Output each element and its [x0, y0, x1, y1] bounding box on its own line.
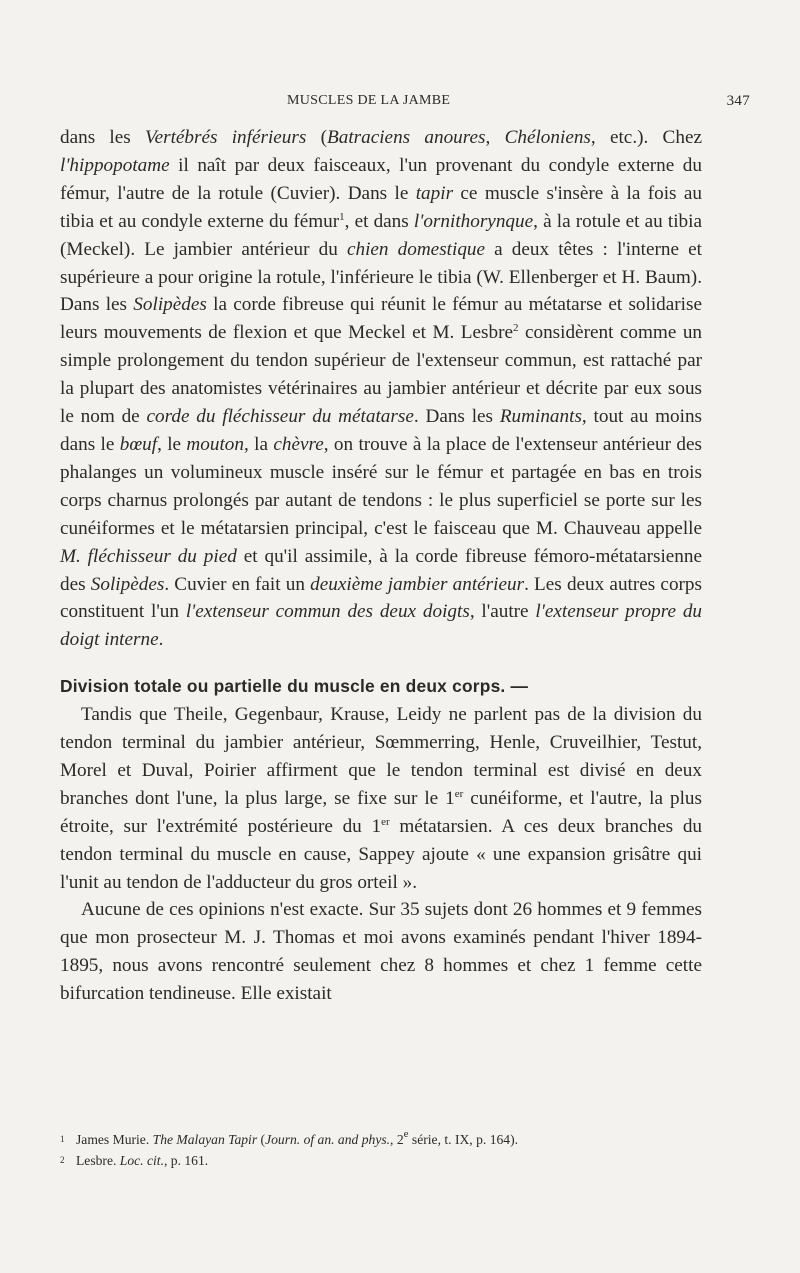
text-run: James Murie.	[76, 1132, 153, 1147]
text-run: série, t. IX, p. 164).	[408, 1132, 519, 1147]
page-number: 347	[726, 93, 750, 109]
italic-run: tapir	[415, 182, 454, 204]
text-run: .	[158, 629, 164, 651]
footnote-1	[60, 1130, 702, 1151]
footnote-mark: 1	[60, 1134, 65, 1144]
italic-run: deuxième jambier antérieur	[310, 573, 525, 595]
italic-run: l'extenseur commun des deux doigts	[185, 601, 470, 623]
text-run: , tout au moins dans le	[60, 406, 703, 455]
italic-run: M. fléchisseur du pied	[60, 545, 237, 567]
italic-run: Ruminants	[499, 406, 582, 428]
text-run: cunéiforme, et l'autre, la plus étroite, sur l'extrémité postérieure du 1	[60, 787, 702, 837]
text-run: , on trouve à la place de l'extenseur antérieur des phalanges un volumineux muscle inséré sur le fémur et partagée en bas en trois corps charnus prolongés par autant de tendons : le plus superficiel se porte sur les cunéiformes et le métatarsien principal, c'est le faisceau que M. Chauveau appelle	[60, 433, 702, 539]
footnote-mark: 2	[60, 1154, 65, 1165]
text-run: , à la rotule et au tibia (Meckel). Le jambier antérieur du	[60, 210, 702, 260]
text-run: (	[257, 1132, 266, 1147]
italic-run: chien domestique	[346, 238, 486, 260]
text-run: Tandis que Theile, Gegenbaur, Krause, Leidy ne parlent pas de la division du tendon terminal du jambier antérieur, Sœmmerring, Henle, Cruveilhier, Testut, Morel et Duval, Poirier affirment que le tendon terminal est divisé en deux branches dont l'une, la plus large, se fixe sur le 1	[60, 704, 702, 809]
italic-run: The Malayan Tapir	[152, 1132, 258, 1147]
paragraph-1	[60, 124, 702, 654]
text-run: . Les deux autres corps constituent l'un	[60, 573, 702, 623]
ordinal-sup: er	[381, 815, 390, 828]
ordinal-sup: e	[403, 1128, 409, 1140]
text-run: Lesbre.	[76, 1152, 120, 1168]
italic-run: l'extenseur propre du doigt interne	[60, 601, 703, 651]
text-run: et qu'il assimile, à la corde fibreuse fémoro-métatarsienne des	[60, 545, 702, 595]
italic-run: bœuf	[119, 433, 158, 455]
text-run: , et dans	[344, 210, 414, 232]
footnote-ref-1: 1	[339, 210, 345, 223]
italic-run: Journ. of an. and phys.	[265, 1132, 391, 1147]
footnote-ref-2: 2	[513, 322, 519, 335]
text-run: il naît par deux faisceaux, l'un provenant du condyle externe du fémur, l'autre de la rotule (Cuvier). Dans le	[60, 154, 702, 204]
text-run: , l'autre	[469, 601, 536, 623]
text-run: , la	[243, 433, 274, 455]
text-run: , etc.). Chez	[590, 127, 702, 148]
text-run: dans les	[60, 127, 145, 148]
text-run: , le	[157, 433, 187, 455]
text-run: considèrent comme un simple prolongement du tendon supérieur de l'extenseur commun, est rattaché par la plupart des anatomistes vétérinaires au jambier antérieur et décrite par eux sous le nom de	[60, 322, 703, 428]
italic-run: chèvre	[273, 433, 324, 455]
footnote-2	[60, 1151, 702, 1172]
paragraph-3: Aucune de ces opinions n'est exacte. Sur 35 sujets dont 26 hommes et 9 femmes que mon prosecteur M. J. Thomas et moi avons examinés pendant l'hiver 1894-1895, nous avons rencontré seulement chez 8 hommes et chez 1 femme cette bifurcation tendineuse. Elle existait	[60, 899, 702, 1005]
italic-run: l'hippopotame	[60, 154, 170, 176]
italic-run: Chéloniens	[504, 127, 591, 148]
italic-run: Loc. cit.	[119, 1152, 164, 1168]
text-run: ,	[485, 127, 505, 148]
paragraph-2	[60, 701, 702, 896]
text-run: , 2	[390, 1132, 404, 1147]
italic-run: Solipèdes	[133, 294, 207, 316]
italic-run: l'ornithorynque	[413, 210, 534, 232]
running-head-title: MUSCLES DE LA JAMBE	[287, 93, 451, 108]
italic-run: Batraciens anoures	[327, 127, 486, 148]
footnotes	[60, 1130, 702, 1171]
italic-run: corde du fléchisseur du métatarse	[146, 406, 414, 428]
text-run: , p. 161.	[163, 1152, 209, 1168]
italic-run: Vertébrés inférieurs	[145, 127, 307, 148]
text-run: a deux têtes : l'interne et supérieure a pour origine la rotule, l'inférieure le tibia (W. Ellenberger et H. Baum). Dans les	[60, 238, 702, 316]
running-head	[60, 93, 750, 117]
text-run: (	[306, 127, 327, 148]
italic-run: mouton	[186, 433, 244, 455]
text-run: . Cuvier en fait un	[164, 573, 311, 595]
italic-run: Solipèdes	[90, 573, 165, 595]
text-run: ce muscle s'insère à la fois au tibia et au condyle externe du fémur	[60, 182, 702, 232]
section-heading: Division totale ou partielle du muscle en deux corps. —	[60, 676, 529, 697]
text-run: . Dans les	[413, 406, 500, 428]
body-text	[60, 124, 702, 1008]
text-run: la corde fibreuse qui réunit le fémur au métatarse et solidarise leurs mouvements de flexion et que Meckel et M. Lesbre	[60, 294, 702, 344]
text-run: métatarsien. A ces deux branches du tendon terminal du muscle en cause, Sappey ajoute « une expansion grisâtre qui l'unit au tendon de l'adducteur du gros orteil ».	[60, 815, 703, 893]
ordinal-sup: er	[454, 787, 464, 800]
